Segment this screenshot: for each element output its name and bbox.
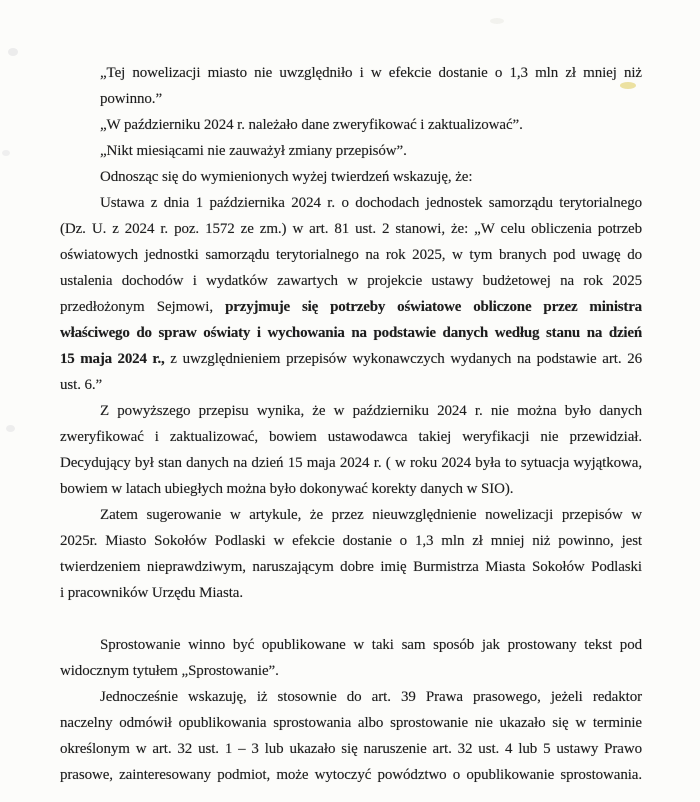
document-body (60, 60, 642, 788)
scan-speck (2, 150, 10, 156)
text-line (60, 216, 642, 242)
text-segment: Odnosząc się do wymienionych wyżej twierdzeń wskazuję, że: (100, 169, 473, 185)
text-segment: bowiem w latach ubiegłych można było dokonywać korekty danych w SIO). (60, 481, 514, 497)
text-line (60, 372, 642, 398)
text-line (60, 294, 642, 320)
text-segment: widocznym tytułem „Sprostowanie”. (60, 663, 279, 679)
text-segment: naczelny odmówił opublikowania sprostowania albo sprostowanie nie ukazało się w terminie (60, 715, 642, 731)
text-segment: zweryfikować i zaktualizować, bowiem ustawodawca takiej weryfikacji nie przewidział. (60, 429, 642, 445)
text-segment: ustalenia dochodów i wydatków zawartych w projekcie ustawy budżetowej na rok 2025 (60, 273, 642, 289)
text-segment: Decydujący był stan danych na dzień 15 maja 2024 r. ( w roku 2024 była to sytuacja wyjątkowa, (60, 455, 642, 471)
text-segment: 2025r. Miasto Sokołów Podlaski w efekcie dostanie o 1,3 mln zł mniej niż powinno, jest (60, 533, 642, 549)
text-segment: Z powyższego przepisu wynika, że w październiku 2024 r. nie można było danych (100, 403, 642, 419)
text-line (60, 632, 642, 658)
text-line (60, 762, 642, 788)
text-segment: powinno.” (100, 91, 163, 107)
text-line (60, 476, 642, 502)
text-line (60, 242, 642, 268)
text-line (60, 502, 642, 528)
text-line (60, 86, 642, 112)
text-line (60, 112, 642, 138)
text-line (60, 554, 642, 580)
text-line (60, 710, 642, 736)
text-line (60, 684, 642, 710)
text-line (60, 268, 642, 294)
bold-text-segment: przyjmuje się potrzeby oświatowe obliczone przez ministra (225, 299, 642, 315)
text-line (60, 320, 642, 346)
text-segment: Jednocześnie wskazuję, iż stosownie do art. 39 Prawa prasowego, jeżeli redaktor (100, 689, 642, 705)
text-segment: Zatem sugerowanie w artykule, że przez nieuwzględnienie nowelizacji przepisów w (100, 507, 642, 523)
text-segment: i pracowników Urzędu Miasta. (60, 585, 243, 601)
text-line (60, 398, 642, 424)
text-line (60, 528, 642, 554)
text-line (60, 736, 642, 762)
text-line (60, 190, 642, 216)
text-segment: Ustawa z dnia 1 października 2024 r. o dochodach jednostek samorządu terytorialnego (100, 195, 642, 211)
text-line (60, 658, 642, 684)
scan-speck (6, 425, 15, 432)
text-line (60, 450, 642, 476)
blank-line (60, 606, 642, 632)
text-segment: przedłożonym Sejmowi, (60, 299, 226, 315)
text-segment: twierdzeniem nieprawdziwym, naruszającym dobre imię Burmistrza Miasta Sokołów Podlaski (60, 559, 642, 575)
text-line (60, 580, 642, 606)
text-segment: „Nikt miesiącami nie zauważył zmiany przepisów”. (100, 143, 407, 159)
text-segment: Sprostowanie winno być opublikowane w taki sam sposób jak prostowany tekst pod (100, 637, 642, 653)
text-line (60, 60, 642, 86)
text-line (60, 424, 642, 450)
text-segment: „Tej nowelizacji miasto nie uwzględniło i w efekcie dostanie o 1,3 mln zł mniej niż (100, 65, 642, 81)
bold-text-segment: właściwego do spraw oświaty i wychowania na podstawie danych według stanu na dzień (60, 325, 642, 341)
text-segment: określonym w art. 32 ust. 1 – 3 lub ukazało się naruszenie art. 32 ust. 4 lub 5 ustawy Prawo (60, 741, 642, 757)
text-line (60, 138, 642, 164)
text-segment: „W październiku 2024 r. należało dane zweryfikować i zaktualizować”. (100, 117, 523, 133)
scan-speck (8, 48, 18, 56)
bold-text-segment: 15 maja 2024 r., (60, 351, 165, 367)
scan-speck (490, 18, 504, 24)
text-segment: prasowe, zainteresowany podmiot, może wytoczyć powództwo o opublikowanie sprostowania. (60, 767, 642, 783)
text-segment: (Dz. U. z 2024 r. poz. 1572 ze zm.) w art. 81 ust. 2 stanowi, że: „W celu obliczenia potrzeb (60, 221, 642, 237)
text-segment: ust. 6.” (60, 377, 103, 393)
text-line (60, 164, 642, 190)
text-segment: oświatowych jednostki samorządu terytorialnego na rok 2025, w tym branych pod uwagę do (60, 247, 642, 263)
text-segment: z uwzględnieniem przepisów wykonawczych wydanych na podstawie art. 26 (164, 351, 642, 367)
text-line (60, 346, 642, 372)
